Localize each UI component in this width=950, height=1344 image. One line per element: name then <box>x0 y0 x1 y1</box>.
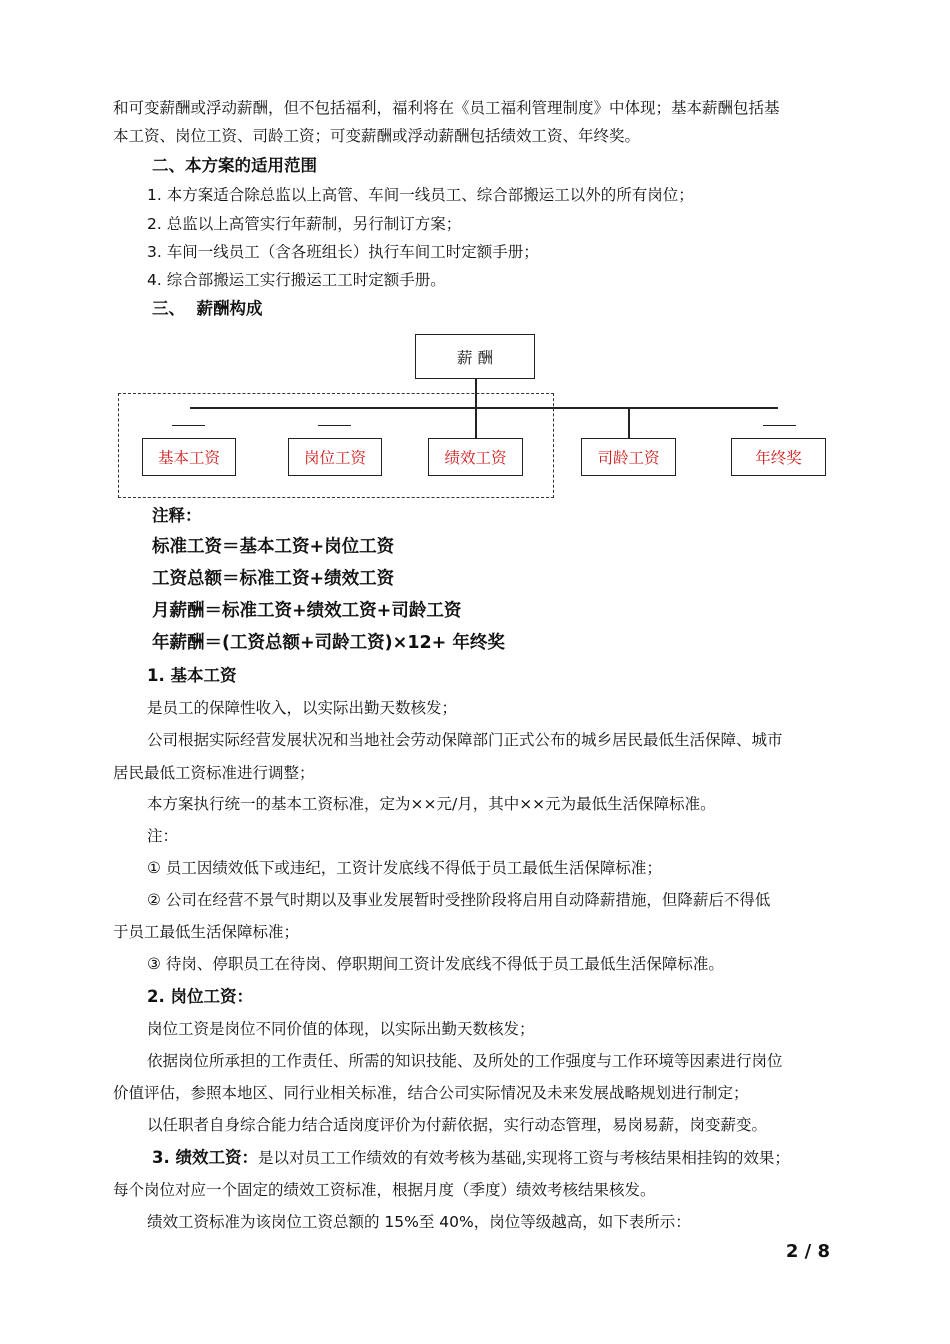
subsection-heading: 1. 基本工资 <box>147 666 237 685</box>
list-item: 1. 本方案适合除总监以上高管、车间一线员工、综合部搬运工以外的所有岗位； <box>147 186 694 204</box>
paragraph-line: ③ 待岗、停职员工在待岗、停职期间工资计发底线不得低于员工最低生活保障标准。 <box>147 955 724 973</box>
list-item: 2. 总监以上高管实行年薪制，另行制订方案； <box>147 215 462 233</box>
subsection-heading: 2. 岗位工资： <box>147 987 253 1006</box>
diagram-root-box: 薪 酬 <box>415 334 535 379</box>
paragraph-line: 每个岗位对应一个固定的绩效工资标准，根据月度（季度）绩效考核结果核发。 <box>113 1181 656 1199</box>
notes-label: 注释： <box>152 506 202 525</box>
paragraph-line: 本工资、岗位工资、司龄工资；可变薪酬或浮动薪酬包括绩效工资、年终奖。 <box>113 127 641 145</box>
diagram-connector <box>763 425 796 426</box>
paragraph-text: 是以对员工工作绩效的有效考核为基础,实现将工资与考核结果相挂钩的效果； <box>258 1149 790 1167</box>
paragraph-line: 居民最低工资标准进行调整； <box>113 764 315 782</box>
diagram-connector <box>628 407 630 439</box>
formula: 标准工资＝基本工资+岗位工资 <box>152 537 395 557</box>
formula: 工资总额＝标准工资+绩效工资 <box>152 569 395 589</box>
subsection-heading: 3. 绩效工资： <box>152 1148 258 1167</box>
paragraph-line: ② 公司在经营不景气时期以及事业发展暂时受挫阶段将启用自动降薪措施，但降薪后不得低 <box>147 891 771 909</box>
paragraph-line: 于员工最低生活保障标准； <box>113 923 300 941</box>
formula: 月薪酬＝标准工资+绩效工资+司龄工资 <box>152 601 462 621</box>
paragraph-line: 岗位工资是岗位不同价值的体现，以实际出勤天数核发； <box>147 1020 535 1038</box>
list-item: 4. 综合部搬运工实行搬运工工时定额手册。 <box>147 271 446 289</box>
paragraph-line: 依据岗位所承担的工作责任、所需的知识技能、及所处的工作强度与工作环境等因素进行岗位 <box>147 1052 783 1070</box>
paragraph-line: 注： <box>147 827 179 845</box>
diagram-node-basic-salary: 基本工资 <box>142 438 236 476</box>
paragraph-line: ① 员工因绩效低下或违纪，工资计发底线不得低于员工最低生活保障标准； <box>147 859 662 877</box>
page-number: 2 / 8 <box>785 1241 830 1262</box>
section-heading: 三、 薪酬构成 <box>152 299 263 318</box>
paragraph-line: 本方案执行统一的基本工资标准，定为××元/月，其中××元为最低生活保障标准。 <box>147 795 716 813</box>
paragraph-line: 绩效工资标准为该岗位工资总额的 15%至 40%，岗位等级越高，如下表所示： <box>147 1213 691 1231</box>
diagram-node-performance-salary: 绩效工资 <box>428 438 523 476</box>
paragraph-line: 价值评估，参照本地区、同行业相关标准，结合公司实际情况及未来发展战略规划进行制定； <box>113 1084 749 1102</box>
diagram-node-position-salary: 岗位工资 <box>288 438 382 476</box>
section-heading: 二、本方案的适用范围 <box>152 156 317 175</box>
diagram-node-seniority-salary: 司龄工资 <box>581 438 676 476</box>
paragraph-line <box>152 1147 790 1169</box>
paragraph-line: 以任职者自身综合能力结合适岗度评价为付薪依据，实行动态管理，易岗易薪，岗变薪变。 <box>147 1116 768 1134</box>
diagram-node-year-end-bonus: 年终奖 <box>731 438 826 476</box>
paragraph-line: 公司根据实际经营发展状况和当地社会劳动保障部门正式公布的城乡居民最低生活保障、城市 <box>147 731 783 749</box>
paragraph-line: 是员工的保障性收入，以实际出勤天数核发； <box>147 699 458 717</box>
formula: 年薪酬＝(工资总额+司龄工资)×12+ 年终奖 <box>152 633 505 653</box>
list-item: 3. 车间一线员工（含各班组长）执行车间工时定额手册； <box>147 243 539 261</box>
paragraph-line: 和可变薪酬或浮动薪酬，但不包括福利，福利将在《员工福利管理制度》中体现；基本薪酬包括基 <box>113 99 780 117</box>
